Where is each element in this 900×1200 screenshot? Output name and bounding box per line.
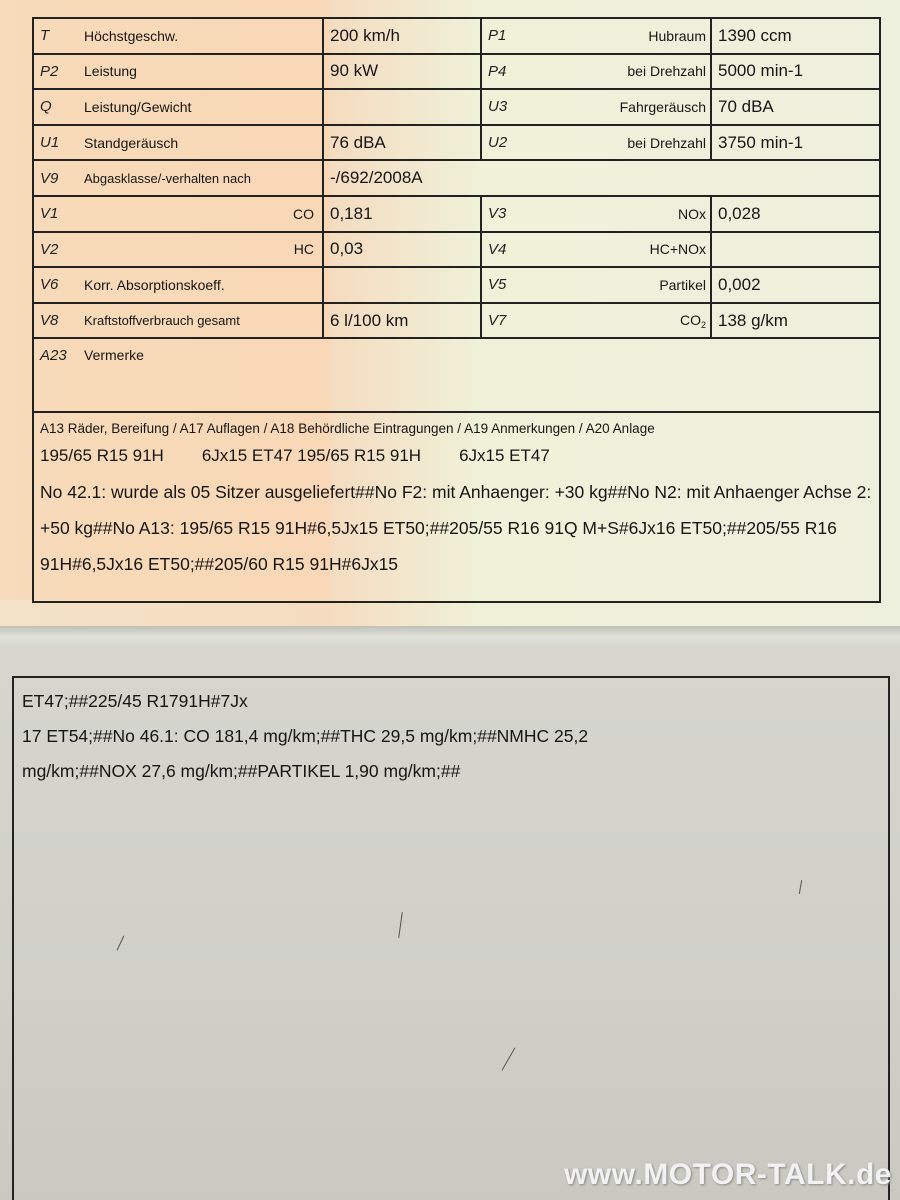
field-value: 70 dBA: [718, 96, 774, 116]
field-code: V2: [40, 240, 59, 258]
field-label-cell: [34, 161, 324, 195]
field-label-cell: [34, 197, 324, 231]
field-code: A23: [40, 347, 67, 365]
field-label: Höchstgeschw.: [84, 27, 179, 44]
field-code: T: [40, 27, 50, 45]
field-label: Hubraum: [648, 27, 706, 44]
field-label: Standgeräusch: [84, 134, 179, 151]
field-label: Leistung: [84, 63, 137, 80]
field-label: Abgasklasse/-verhalten nach: [84, 170, 251, 186]
field-label-cell: [34, 55, 324, 89]
tire-size: 6Jx15 ET47 195/65 R15 91H: [201, 446, 422, 466]
field-label: Vermerke: [84, 347, 144, 364]
field-code: P2: [40, 62, 59, 80]
field-label-cell: [482, 90, 712, 124]
co2-label-main: CO: [679, 311, 701, 328]
continuation-box: [12, 676, 890, 1200]
field-code: V3: [488, 205, 507, 223]
field-code: V9: [40, 169, 59, 187]
field-value: 6 l/100 km: [324, 304, 482, 338]
field-value: 90 kW: [324, 55, 482, 89]
field-code: U3: [488, 98, 508, 116]
table-row: [34, 90, 879, 126]
field-code: V6: [40, 276, 59, 294]
table-row: [34, 197, 879, 233]
field-label-cell: [482, 233, 712, 267]
field-value: 0,181: [324, 197, 482, 231]
field-label-cell: [34, 233, 324, 267]
remarks-header: A13 Räder, Bereifung / A17 Auflagen / A18 Behördliche Eintragungen / A19 Anmerkungen / A20 Anlage: [40, 421, 655, 437]
field-value: [712, 233, 879, 267]
tire-sizes-line: [40, 446, 873, 466]
field-code: V7: [488, 312, 507, 330]
field-value: 3750 min-1: [718, 132, 804, 152]
field-value: 200 km/h: [324, 19, 482, 53]
table-row: [34, 161, 879, 197]
table-row: [34, 233, 879, 269]
field-label: bei Drehzahl: [627, 134, 706, 151]
watermark: www.MOTOR-TALK.de: [564, 1158, 892, 1191]
continuation-line: 17 ET54;##No 46.1: CO 181,4 mg/km;##THC 29,5 mg/km;##NMHC 25,2: [22, 726, 589, 746]
field-code: P4: [488, 62, 507, 80]
remarks-a23: [34, 339, 879, 413]
vehicle-data-table: [32, 17, 881, 603]
field-value: [324, 268, 482, 302]
remarks-text: No 42.1: wurde als 05 Sitzer ausgeliefert##No F2: mit Anhaenger: +30 kg##No N2: mit Anhaenger Achse 2: +50 kg##No A13: 195/65 R15 91H#6,5Jx15 ET50;##205/55 R16 91Q M+S#6Jx16 ET50;##205/55 R16 91H#6,5Jx16 ET50;##205/60 R15 91H#6Jx15: [40, 482, 872, 575]
field-code: P1: [488, 27, 507, 45]
field-label-cell: [34, 90, 324, 124]
field-value: 138 g/km: [718, 310, 788, 330]
field-label: Korr. Absorptionskoeff.: [84, 276, 225, 293]
field-value: 76 dBA: [324, 126, 482, 160]
field-value: 0,03: [324, 233, 482, 267]
field-label-cell: [482, 268, 712, 302]
remarks-a13: [34, 413, 879, 601]
field-label: bei Drehzahl: [627, 63, 706, 80]
tire-size: 195/65 R15 91H: [40, 446, 164, 466]
field-code: V5: [488, 276, 507, 294]
field-label: Partikel: [659, 276, 706, 293]
field-code: U2: [488, 134, 508, 152]
field-label: CO: [293, 205, 314, 222]
field-code: V8: [40, 312, 59, 330]
table-row: [34, 19, 879, 55]
field-label-cell: [34, 19, 324, 53]
field-label: NOx: [678, 205, 706, 222]
field-code: U1: [40, 134, 60, 152]
field-code: Q: [40, 98, 52, 116]
field-value: 0,002: [718, 274, 761, 294]
table-row: [34, 268, 879, 304]
field-code: V1: [40, 205, 59, 223]
co2-label-subscript: 2: [700, 319, 706, 330]
field-label: Kraftstoffverbrauch gesamt: [84, 313, 240, 329]
field-label-cell: [34, 304, 324, 338]
field-label-cell: [482, 126, 712, 160]
field-label: HC+NOx: [649, 241, 706, 258]
field-label-cell: [482, 197, 712, 231]
field-label-cell: [34, 268, 324, 302]
field-label-cell: [34, 126, 324, 160]
field-label: Leistung/Gewicht: [84, 98, 192, 115]
table-row: [34, 126, 879, 162]
tire-size: 6Jx15 ET47: [459, 446, 550, 466]
continuation-line: ET47;##225/45 R1791H#7Jx: [22, 691, 248, 711]
table-row: [34, 55, 879, 91]
field-value: -/692/2008A: [330, 168, 423, 188]
field-label: HC: [293, 241, 314, 258]
field-label-cell: [482, 55, 712, 89]
field-code: V4: [488, 240, 507, 258]
field-label: [680, 312, 710, 330]
continuation-line: mg/km;##NOX 27,6 mg/km;##PARTIKEL 1,90 mg/km;##: [22, 761, 461, 781]
field-value: 0,028: [718, 203, 761, 223]
field-value: [324, 90, 482, 124]
field-label: Fahrgeräusch: [619, 98, 706, 115]
field-value: 5000 min-1: [718, 61, 804, 81]
field-value: 1390 ccm: [718, 25, 792, 45]
field-label-cell: [482, 304, 712, 338]
table-row: [34, 304, 879, 340]
field-label-cell: [482, 19, 712, 53]
